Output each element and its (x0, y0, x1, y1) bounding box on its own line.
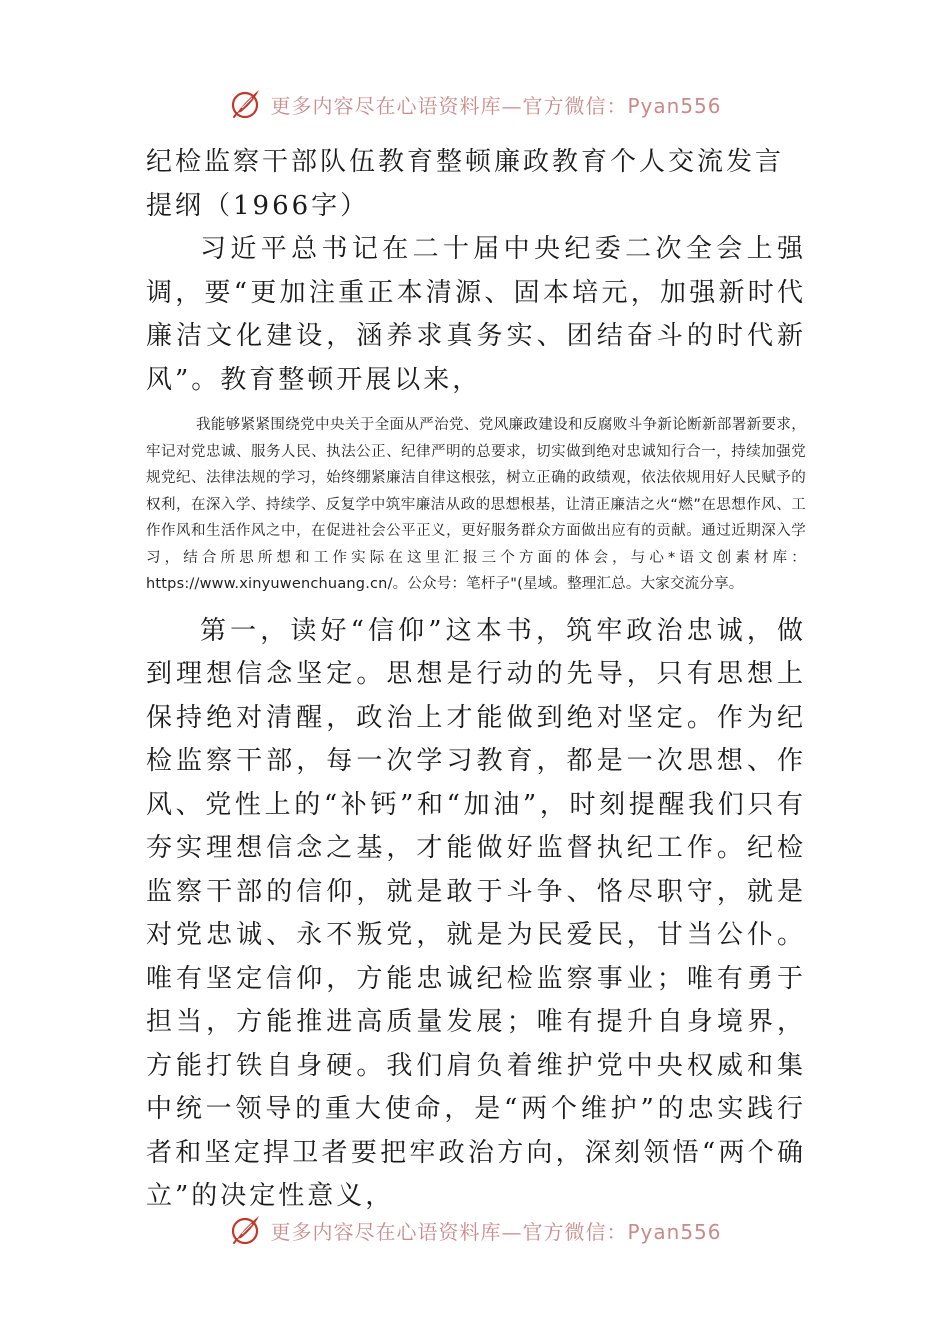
banner-text-cn: 更多内容尽在心语资料库—官方微信： (270, 1219, 628, 1244)
banner-text (270, 90, 721, 119)
document-body (146, 140, 806, 1219)
main-paragraph: 第一，读好“信仰”这本书，筑牢政治忠诚，做到理想信念坚定。思想是行动的先导，只有思想上保持绝对清醒，政治上才能做到绝对坚定。作为纪检监察干部，每一次学习教育，都是一次思想、作风、党性上的“补钙”和“加油”，时刻提醒我们只有夯实理想信念之基，才能做好监督执纪工作。纪检监察干部的信仰，就是敢于斗争、恪尽职守，就是对党忠诚、永不叛党，就是为民爱民，甘当公仆。唯有坚定信仰，方能忠诚纪检监察事业；唯有勇于担当，方能推进高质量发展；唯有提升自身境界，方能打铁自身硬。我们肩负着维护党中央权威和集中统一领导的重大使命，是“两个维护”的忠实践行者和坚定捍卫者要把牢政治方向，深刻领悟“两个确立”的决定性意义， (146, 615, 806, 1211)
banner-wechat-id: Pyan556 (627, 93, 722, 118)
quill-pen-logo-icon (228, 86, 264, 122)
footer-banner[interactable] (0, 1210, 950, 1250)
quill-pen-logo-icon (228, 1212, 264, 1248)
banner-text-cn: 更多内容尽在心语资料库—官方微信： (270, 93, 628, 118)
intro-paragraph: 习近平总书记在二十届中央纪委二次全会上强调，要“更加注重正本清源、固本培元，加强新时代廉洁文化建设，涵养求真务实、团结奋斗的时代新风”。教育整顿开展以来， (146, 234, 806, 395)
document-title: 纪检监察干部队伍教育整顿廉政教育个人交流发言提纲（1966字） (146, 147, 785, 221)
small-print-paragraph: 我能够紧紧围绕党中央关于全面从严治党、党风廉政建设和反腐败斗争新论断新部署新要求，牢记对党忠诚、服务人民、执法公正、纪律严明的总要求，切实做到绝对忠诚知行合一，持续加强党规党纪、法律法规的学习，始终绷紧廉洁自律这根弦，树立正确的政绩观，依法依规用好人民赋予的权利，在深入学、持续学、反复学中筑牢廉洁从政的思想根基，让清正廉洁之火“燃”在思想作风、工作作风和生活作风之中，在促进社会公平正义，更好服务群众方面做出应有的贡献。通过近期深入学习，结合所思所想和工作实际在这里汇报三个方面的体会，与心*语文创素材库：https://www.xinyuwenchuang.cn/。公众号：笔杆子"(星域。整理汇总。大家交流分享。 (146, 417, 806, 592)
header-banner[interactable] (0, 84, 950, 124)
banner-wechat-id: Pyan556 (627, 1219, 722, 1244)
banner-text (270, 1216, 721, 1245)
